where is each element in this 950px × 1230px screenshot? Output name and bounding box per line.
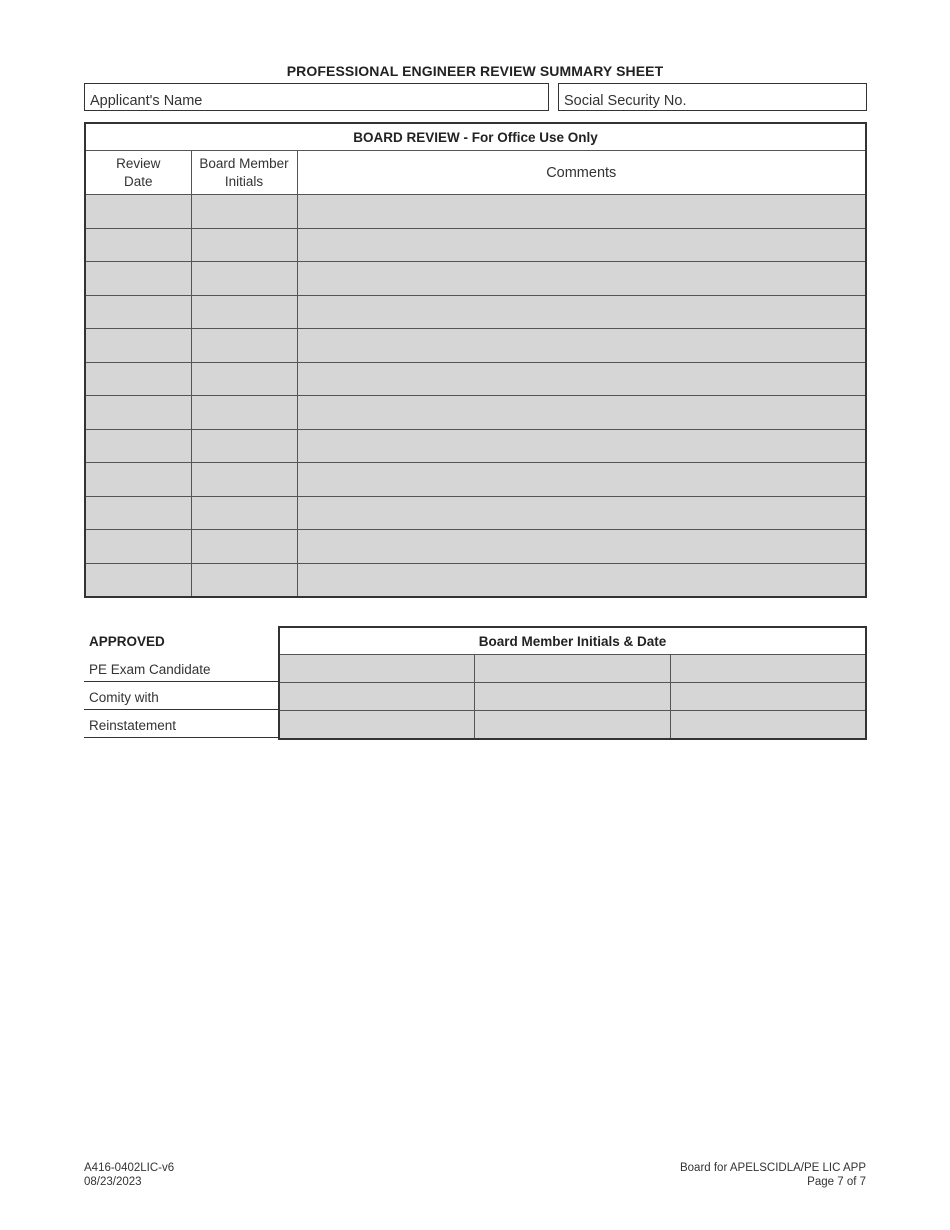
- page-title: PROFESSIONAL ENGINEER REVIEW SUMMARY SHEET: [286, 63, 664, 79]
- review-date-cell[interactable]: [85, 295, 191, 329]
- initials-cell[interactable]: [191, 228, 297, 262]
- comments-cell[interactable]: [297, 228, 866, 262]
- initials-cell[interactable]: [191, 329, 297, 363]
- initials-cell[interactable]: [191, 295, 297, 329]
- initials-cell[interactable]: [191, 530, 297, 564]
- review-date-cell[interactable]: [85, 463, 191, 497]
- initials-cell[interactable]: [191, 195, 297, 229]
- comments-cell[interactable]: [297, 362, 866, 396]
- initials-date-cell[interactable]: [475, 655, 671, 683]
- initials-date-cell[interactable]: [475, 683, 671, 711]
- initials-header-line2: Initials: [224, 173, 264, 189]
- approval-row: [279, 683, 866, 711]
- comments-cell[interactable]: [297, 329, 866, 363]
- comments-cell[interactable]: [297, 195, 866, 229]
- table-row: [85, 463, 866, 497]
- initials-cell[interactable]: [191, 362, 297, 396]
- review-date-header-line1: Review: [116, 155, 161, 171]
- comments-header: Comments: [297, 151, 866, 195]
- review-date-cell[interactable]: [85, 429, 191, 463]
- initials-header-line1: Board Member: [199, 155, 289, 171]
- board-review-table: [84, 122, 867, 598]
- review-date-cell[interactable]: [85, 563, 191, 597]
- initials-header: [191, 151, 297, 195]
- comments-cell[interactable]: [297, 563, 866, 597]
- form-code: A416-0402LIC-v6: [84, 1162, 175, 1174]
- review-date-cell[interactable]: [85, 228, 191, 262]
- comments-cell[interactable]: [297, 530, 866, 564]
- footer-right: [680, 1161, 866, 1189]
- approval-item-label: PE Exam Candidate: [84, 654, 279, 682]
- approved-heading: APPROVED: [89, 634, 165, 649]
- review-date-cell[interactable]: [85, 530, 191, 564]
- approval-table: [278, 626, 867, 740]
- footer-left: [84, 1161, 174, 1189]
- comments-cell[interactable]: [297, 463, 866, 497]
- approval-row: [279, 711, 866, 740]
- initials-date-cell[interactable]: [670, 655, 866, 683]
- table-row: [85, 295, 866, 329]
- initials-cell[interactable]: [191, 563, 297, 597]
- initials-cell[interactable]: [191, 396, 297, 430]
- table-row: [85, 396, 866, 430]
- form-date: 08/23/2023: [84, 1176, 142, 1188]
- initials-date-cell[interactable]: [670, 683, 866, 711]
- board-review-title: BOARD REVIEW - For Office Use Only: [85, 123, 866, 151]
- table-row: [85, 228, 866, 262]
- comments-cell[interactable]: [297, 262, 866, 296]
- table-row: [85, 262, 866, 296]
- review-date-cell[interactable]: [85, 362, 191, 396]
- comments-cell[interactable]: [297, 396, 866, 430]
- table-row: [85, 563, 866, 597]
- initials-date-cell[interactable]: [670, 711, 866, 740]
- table-row: [85, 429, 866, 463]
- table-row: [85, 329, 866, 363]
- approval-item-label: Comity with: [84, 682, 279, 710]
- initials-cell[interactable]: [191, 463, 297, 497]
- table-row: [85, 496, 866, 530]
- ssn-field[interactable]: [558, 83, 867, 111]
- initials-date-cell[interactable]: [475, 711, 671, 740]
- review-date-cell[interactable]: [85, 195, 191, 229]
- approval-row: [279, 655, 866, 683]
- initials-cell[interactable]: [191, 429, 297, 463]
- page-number: Page 7 of 7: [807, 1176, 866, 1188]
- initials-date-cell[interactable]: [279, 655, 475, 683]
- review-date-cell[interactable]: [85, 496, 191, 530]
- comments-cell[interactable]: [297, 496, 866, 530]
- table-row: [85, 195, 866, 229]
- comments-cell[interactable]: [297, 295, 866, 329]
- initials-date-cell[interactable]: [279, 711, 475, 740]
- comments-cell[interactable]: [297, 429, 866, 463]
- table-row: [85, 530, 866, 564]
- review-date-cell[interactable]: [85, 262, 191, 296]
- board-name: Board for APELSCIDLA/PE LIC APP: [679, 1162, 866, 1174]
- initials-cell[interactable]: [191, 262, 297, 296]
- review-date-cell[interactable]: [85, 329, 191, 363]
- applicant-name-label: Applicant's Name: [90, 93, 203, 109]
- review-date-header: [85, 151, 191, 195]
- approval-item-label: Reinstatement: [84, 710, 279, 738]
- initials-cell[interactable]: [191, 496, 297, 530]
- approval-table-title: Board Member Initials & Date: [279, 627, 866, 655]
- ssn-label: Social Security No.: [564, 93, 687, 109]
- review-date-cell[interactable]: [85, 396, 191, 430]
- table-row: [85, 362, 866, 396]
- initials-date-cell[interactable]: [279, 683, 475, 711]
- applicant-name-field[interactable]: [84, 83, 549, 111]
- review-date-header-line2: Date: [123, 173, 153, 189]
